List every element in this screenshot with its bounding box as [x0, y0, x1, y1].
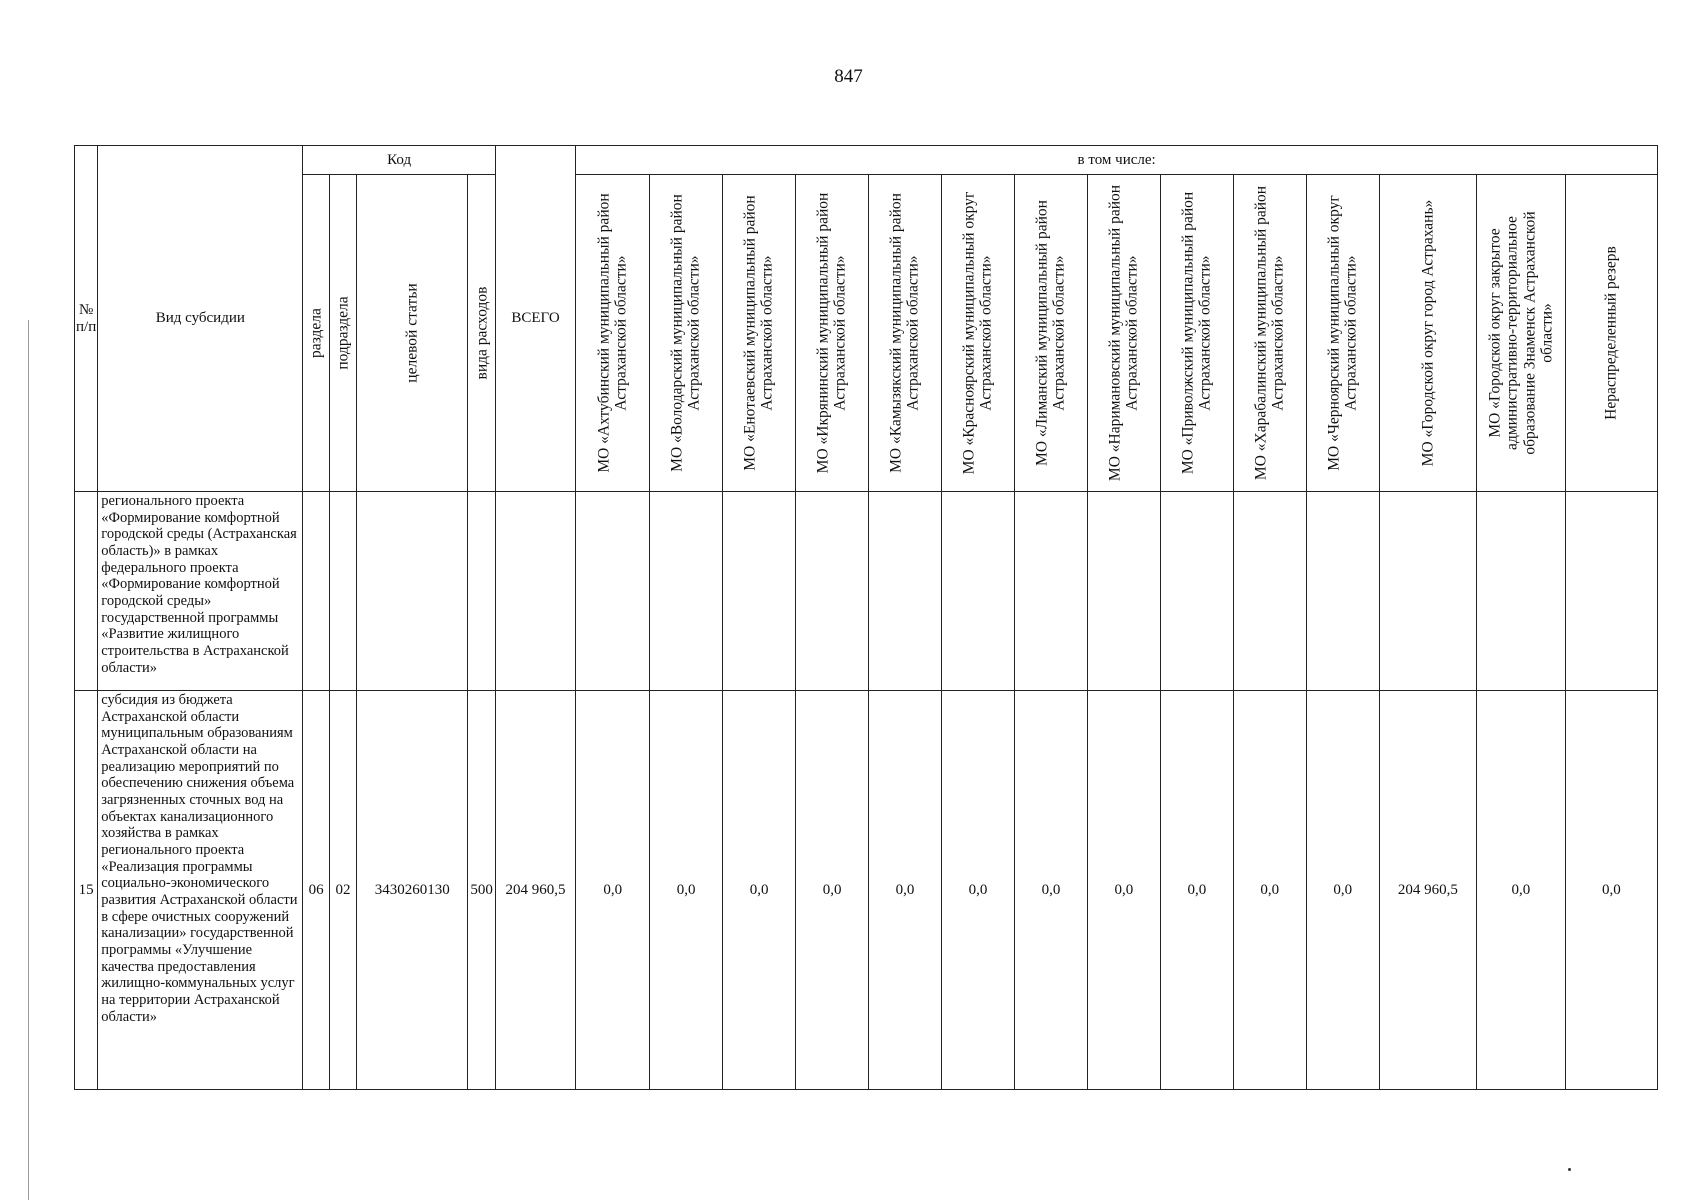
row-value — [576, 492, 650, 691]
header-code-section: раздела — [303, 175, 329, 492]
row-total: 204 960,5 — [495, 691, 575, 1090]
row-value: 0,0 — [796, 691, 869, 1090]
row-value: 0,0 — [942, 691, 1015, 1090]
header-municipality: МО «Икрянинский муниципальный район Астраханской области» — [796, 175, 869, 492]
row-value: 0,0 — [1087, 691, 1160, 1090]
row-target — [357, 492, 468, 691]
row-value — [1477, 492, 1566, 691]
row-value: 0,0 — [1306, 691, 1379, 1090]
page-number: 847 — [834, 66, 863, 87]
header-kind: Вид субсидии — [98, 146, 303, 492]
header-total: ВСЕГО — [495, 146, 575, 492]
header-municipality: МО «Енотаевский муниципальный район Астраханской области» — [723, 175, 796, 492]
row-value — [650, 492, 723, 691]
row-value: 0,0 — [1014, 691, 1087, 1090]
row-kind: регионального проекта «Формирование комфортной городской среды (Астраханская область)» в рамках федерального проекта «Формирование комфортной городской среды» государственной программы «Развитие жилищного строительства в Астраханской области» — [98, 492, 303, 691]
row-value: 0,0 — [576, 691, 650, 1090]
header-code-group: Код — [303, 146, 495, 175]
row-value: 0,0 — [1477, 691, 1566, 1090]
header-reserve: Нераспределенный резерв — [1565, 175, 1657, 492]
row-subsection — [329, 492, 356, 691]
table-row — [75, 492, 1658, 691]
row-value — [1306, 492, 1379, 691]
header-municipality: МО «Красноярский муниципальный округ Астраханской области» — [942, 175, 1015, 492]
row-value — [723, 492, 796, 691]
row-value: 0,0 — [1565, 691, 1657, 1090]
header-code-target: целевой статьи — [357, 175, 468, 492]
subsidy-table — [74, 145, 1658, 1090]
header-code-subsection: подраздела — [329, 175, 356, 492]
scan-edge-line — [28, 320, 29, 1200]
row-total — [495, 492, 575, 691]
row-value — [796, 492, 869, 691]
header-municipality: МО «Володарский муниципальный район Астраханской области» — [650, 175, 723, 492]
header-code-expense: вида расходов — [468, 175, 496, 492]
header-municipality: МО «Наримановский муниципальный район Астраханской области» — [1087, 175, 1160, 492]
header-municipality: МО «Городской округ город Астрахань» — [1379, 175, 1476, 492]
row-value — [1087, 492, 1160, 691]
row-expense: 500 — [468, 691, 496, 1090]
row-value: 0,0 — [1233, 691, 1306, 1090]
row-value — [869, 492, 942, 691]
row-subsection: 02 — [329, 691, 356, 1090]
header-municipality: МО «Харабалинский муниципальный район Астраханской области» — [1233, 175, 1306, 492]
row-section: 06 — [303, 691, 329, 1090]
row-value — [1233, 492, 1306, 691]
row-value — [1160, 492, 1233, 691]
header-municipality: МО «Городской округ закрытое административно-территориальное образование Знаменск Астраханской области» — [1477, 175, 1566, 492]
row-value: 204 960,5 — [1379, 691, 1476, 1090]
header-municipality: МО «Ахтубинский муниципальный район Астраханской области» — [576, 175, 650, 492]
row-value — [1014, 492, 1087, 691]
row-kind: субсидия из бюджета Астраханской области муниципальным образованиям Астраханской области на реализацию мероприятий по обеспечению снижения объема загрязненных сточных вод на объектах канализационного хозяйства в рамках регионального проекта «Реализация программы социально-экономического развития Астраханской области в сфере очистных сооружений канализации» государственной программы «Улучшение качества предоставления жилищно-коммунальных услуг на территории Астраханской области» — [98, 691, 303, 1090]
table-row — [75, 691, 1658, 1090]
header-including-group: в том числе: — [576, 146, 1658, 175]
row-expense — [468, 492, 496, 691]
row-value — [942, 492, 1015, 691]
header-municipality: МО «Лиманский муниципальный район Астраханской области» — [1014, 175, 1087, 492]
row-value: 0,0 — [723, 691, 796, 1090]
scan-speck — [1568, 1168, 1571, 1171]
row-value — [1565, 492, 1657, 691]
header-municipality: МО «Черноярский муниципальный округ Астраханской области» — [1306, 175, 1379, 492]
row-value: 0,0 — [650, 691, 723, 1090]
header-municipality: МО «Приволжский муниципальный район Астраханской области» — [1160, 175, 1233, 492]
row-num: 15 — [75, 691, 98, 1090]
row-value: 0,0 — [869, 691, 942, 1090]
row-value — [1379, 492, 1476, 691]
row-num — [75, 492, 98, 691]
header-municipality: МО «Камызякский муниципальный район Астраханской области» — [869, 175, 942, 492]
header-num: № п/п — [75, 146, 98, 492]
row-section — [303, 492, 329, 691]
row-value: 0,0 — [1160, 691, 1233, 1090]
row-target: 3430260130 — [357, 691, 468, 1090]
